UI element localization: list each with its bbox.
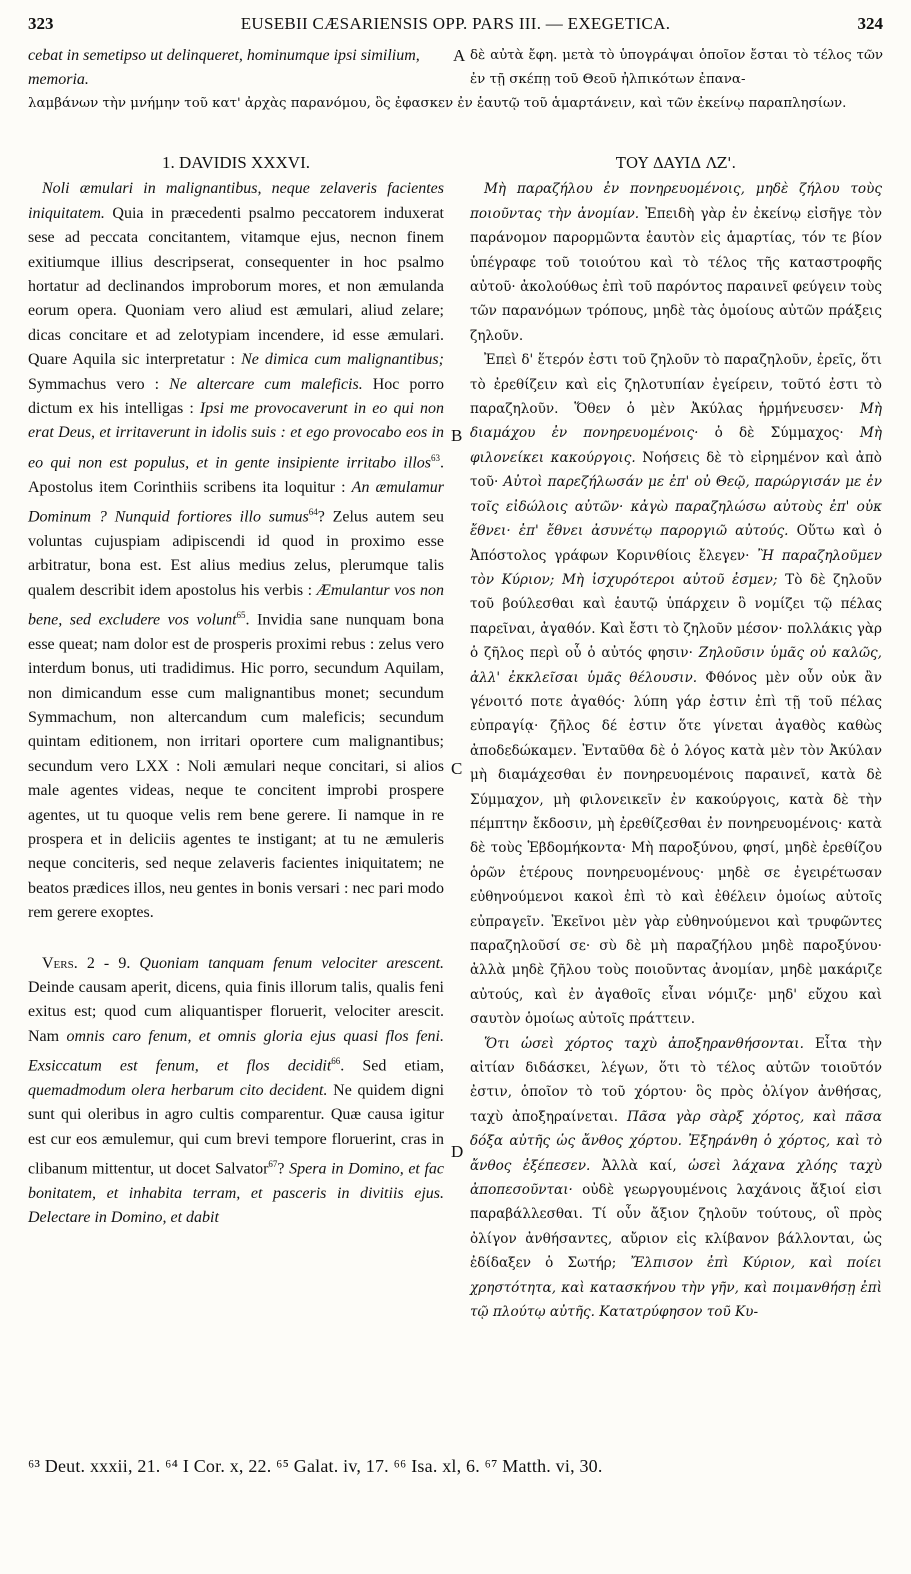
greek-paragraph-1: Μὴ παραζήλου ἐν πονηρευομένοις, μηδὲ ζήλου τοὺς ποιοῦντας τὴν ἀνομίαν. Ἐπειδὴ γὰρ ἐν ἐκείνῳ εἰσῆγε τὸν παράνομον παρορμῶντα ἑαυτὸν εἰς ἁμαρτίας, τόν τε βίον ὑπέγραφε τοῦ τοιούτου καὶ τὸ τέλος τῆς καταστροφῆς αὐτοῦ· ἀκολούθως ἐπὶ τοῦ παρόντος παραινεῖ φεύγειν τοὺς τῶν παρανόμων τρόπους, μηδὲ τὰς ὁμοίους αὐτῶν πράξεις ζηλοῦν. [470,181,882,344]
margin-letter-b: B [451,426,463,445]
footnote-ref-65: 65 [236,609,246,620]
greek-paragraph-2: Ἐπεὶ δ' ἕτερόν ἐστι τοῦ ζηλοῦν τὸ παραζηλοῦν, ἐρεῖς, ὅτι τὸ ἐρεθίζειν καὶ εἰς ζηλοτυπίαν ἐγείρειν, τοῦτό ἐστι τὸ παραζηλοῦν. Ὅθεν ὁ μὲν Ἀκύλας ἡρμήνευσεν· Μὴ διαμάχου ἐν πονηρευομένοις· ὁ δὲ Σύμμαχος· Μὴ φιλονείκει κακούργοις. Νοήσεις δὲ τὸ εἰρημένον καὶ ἀπὸ τοῦ· Αὐτοὶ παρεζήλωσάν με ἐπ' οὐ Θεῷ, παρώργισάν με ἐν τοῖς εἰδώλοις αὐτῶν· κἀγὼ παραζηλώσω αὐτοὺς ἐπ' οὐκ ἔθνει· ἐπ' ἔθνει ἀσυνέτῳ παροργιῶ αὐτούς. Οὕτω καὶ ὁ Ἀπόστολος γράφων Κορινθίοις ἔλεγεν· Ἢ παραζηλοῦμεν τὸν Κύριον; Μὴ ἰσχυρότεροι αὐτοῦ ἐσμεν; Τὸ δὲ ζηλοῦν τοῦ βούλεσθαι καὶ ἑαυτῷ ὑπάρχειν ὃ νομίζει τῷ πέλας παρεῖναι, ἀγαθόν. Καὶ ἔστι τὸ ζηλοῦν μέσον· πολλάκις γὰρ ὁ ζῆλος περὶ οὗ ὁ αὐτός φησιν· Ζηλοῦσιν ὑμᾶς οὐ καλῶς, ἀλλ' ἐκκλεῖσαι ὑμᾶς θέλουσιν. Φθόνος μὲν οὖν οὐκ ἂν γένοιτό ποτε ἀγαθός· λύπη γάρ ἐστιν ἐπὶ τῇ τοῦ πέλας εὐπραγίᾳ· ζῆλος δέ ἐστιν ὅτε γίνεται ἀγαθὸς καθὼς ἀποδεδώκαμεν. Ἐνταῦθα δὲ ὁ λόγος κατὰ μὲν τὸν Ἀκύλαν μὴ διαμάχεσθαι ἐν πονηρευομένοις παραινεῖ, κατὰ δὲ Σύμμαχον, μὴ φιλονεικεῖν ἐν κακούργοις, κατὰ δὲ τὴν πέμπτην ἔκδοσιν, μὴ ἐρεθίζεσθαι ἐν πονηρευομένοις· κατὰ δὲ τοὺς Ἑβδομήκοντα· Μὴ παροξύνου, φησί, μηδὲ ἐρεθίζου ὁρῶν ἑτέρους πονηρευομένους· μηδὲ σε ἐγειρέτωσαν εὐθηνούμενοι κακοὶ ἐπὶ τὸ καὶ ἐθέλειν ὁμοίως αὐτοῖς εὐπραγεῖν. Ἐκεῖνοι μὲν γὰρ εὐθηνούμενοι καὶ τρυφῶντες παραζηλοῦσί σε· σὺ δὲ μὴ παραζήλου μηδὲ παροξύνου· ἀλλὰ μηδὲ ζῆλου τοὺς ποιοῦντας ἀνομίαν, μηδὲ μακάριζε αὐτούς, καὶ ἐν ἀγαθοῖς εἶναι νόμιζε· μηδ' εὔχου καὶ σαυτὸν ὁμοίως αὐτοῖς πράττειν. [470,352,882,1028]
page-number-left: 323 [28,14,54,33]
running-header [28,14,883,40]
greek-psalm-heading: ΤΟΥ ΔΑΥΙΔ ΛΖ'. [615,154,737,172]
margin-letter-d: D [451,1142,464,1161]
latin-paragraph-2: Vers. 2 - 9. Quoniam tanquam fenum velociter arescent. Deinde causam aperit, dicens, quia finis illorum talis, qualis feni exitus est; quod cum aliquantisper floruerit, velociter arescit. Nam omnis caro fenum, et omnis gloria ejus quasi flos feni. Exsiccatum est fenum, et flos decidit$^{66}$. Sed etiam, quemadmodum olera herbarum cito decident. Ne quidem digni sunt qui oleribus in agro cultis comparentur. Quæ causa igitur est cur eos æmulemur, qui cum brevi tempore floruerint, cras in clibanum mittentur, ut docet Salvator$^{67}$? Spera in Domino, et fac bonitatem, et inhabita terram, et pasceris in divitiis ejus. Delectare in Domino, et dabit [28,954,445,1227]
footnote-ref-66: 66 [331,1056,341,1067]
latin-column [28,151,444,1231]
margin-letter-c: C [451,759,463,778]
footnotes: ⁶³ Deut. xxxii, 21. ⁶⁴ I Cor. x, 22. ⁶⁵ Galat. iv, 17. ⁶⁶ Isa. xl, 6. ⁶⁷ Matth. vi, 30. [28,1456,603,1476]
latin-psalm-heading: 1. DAVIDIS XXXVI. [162,153,310,172]
latin-continuation: cebat in semetipso ut delinqueret, hominumque ipsi similium, memoria. [28,47,420,88]
page-number-right: 324 [857,14,883,33]
latin-paragraph-1: Noli æmulari in malignantibus, neque zelaveris facientes iniquitatem. Quia in præcedenti psalmo peccatorem induxerat sese ad peccata concitantem, vitamque ejus, necnon finem exitiumque illius descripserat, consequenter in hoc psalmo hortatur ad declinandos improborum mores, et non æmulanda eorum opera. Quoniam vero aliud est æmulari, aliud zelare; dicas concitare et ad zelotypiam incendere, id esse æmulari. Quare Aquila sic interpretatur : Ne dimica cum malignantibus; Symmachus vero : Ne altercare cum maleficis. Hoc porro dictum ex his intelligas : Ipsi me provocaverunt in eo qui non erat Deus, et irritaverunt in idolis suis : et ego provocabo eos in eo qui non est populus, et in gente insipiente irritabo illos$^{63}$. Apostolus item Corinthiis scribens ita loquitur : An æmulamur Dominum ? Nunquid fortiores illo sumus$^{64}$? Zelus autem seu voluntas cujuspiam adipiscendi id quod in proximo esse arbitratur, bona est. Est alius medius zelus, plerumque talis qualem describit idem apostolus his verbis : Æmulantur vos non bene, sed excludere vos volunt$^{65}$. Invidia sane nunquam bona esse queat; nam dolor est de prosperis proximi rebus : zelus vero interdum bonus, uti tradidimus. Hic porro, secundum Aquilam, non dimicandum esse cum malignantibus monet; secundum Symmachum, non altercandum cum maleficis; secundum quintam editionem, non irritari oportere cum malignantibus; secundum vero LXX : Noli æmulari neque concitari, si alios male agentes videas, neque te concitent improbi prospere agentes, ut tu quoque velis rem bene gerere. Ii namque in re prospera et in deliciis agentes te instigant; at tu ne æmuleris neque conciteris, sed neque zelaveris facientes iniquitatem; ne beatos prædices illos, neu gentes in bonis versari : nec pari modo rem gerere exoptes. [28,180,445,922]
footnote-ref-67: 67 [268,1159,278,1170]
running-title: EUSEBII CÆSARIENSIS OPP. PARS III. — EXEGETICA. [240,14,671,33]
greek-fullwidth-line: λαμβάνων τὴν μνήμην τοῦ κατ' ἀρχὰς παρανόμου, ὃς ἐφασκεν ἐν ἑαυτῷ τοῦ ἁμαρτάνειν, καὶ τῶν ἐκείνῳ παραπλησίων. [28,96,847,111]
greek-continuation: δὲ αὐτὰ ἔφη. μετὰ τὸ ὑπογράψαι ὁποῖον ἔσται τὸ τέλος τῶν ἐν τῇ σκέπῃ τοῦ Θεοῦ ἠλπικότων ἐπανα- [470,48,883,87]
greek-paragraph-3: Ὅτι ὡσεὶ χόρτος ταχὺ ἀποξηρανθήσονται. Εἶτα τὴν αἰτίαν διδάσκει, λέγων, ὅτι τὸ τέλος αὐτῶν τοιοῦτόν ἐστιν, ὁποῖον τὸ τοῦ χόρτου· ὃς πρὸς ὀλίγον ἀνθήσας, ταχὺ ἀποξηραίνεται. Πᾶσα γὰρ σὰρξ χόρτος, καὶ πᾶσα δόξα αὐτῆς ὡς ἄνθος χόρτου. Ἐξηράνθη ὁ χόρτος, καὶ τὸ ἄνθος ἐξέπεσεν. Ἀλλὰ καί, ὡσεὶ λάχανα χλόης ταχὺ ἀποπεσοῦνται· οὐδὲ γεωργουμένοις λαχάνοις ἄξιοί εἰσι παραβάλλεσθαι. Τί οὖν ἄξιον ζηλοῦν τούτους, οἳ πρὸς ὀλίγον ἀνθήσαντες, αὔριον εἰς κλίβανον βάλλονται, ὡς ἐδίδαξεν ὁ Σωτήρ; Ἔλπισον ἐπὶ Κύριον, καὶ ποίει χρηστότητα, καὶ κατασκήνου τὴν γῆν, καὶ ποιμανθήσῃ ἐπὶ τῷ πλούτῳ αὐτῆς. Κατατρύφησον τοῦ Κυ- [470,1035,882,1321]
greek-column [470,151,882,1325]
margin-letter-a: A [453,46,466,65]
footnote-ref-63: 63 [431,452,440,463]
footnote-ref-64: 64 [308,507,318,518]
